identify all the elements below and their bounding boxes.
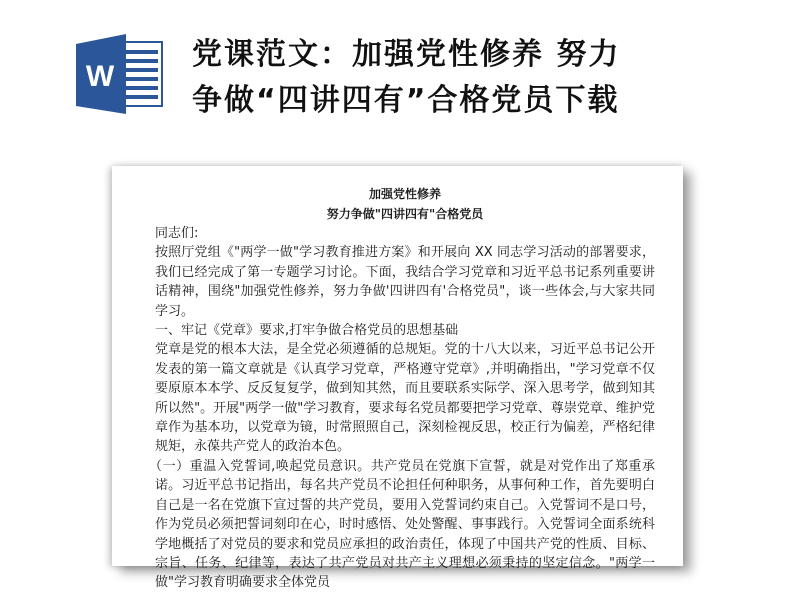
svg-text:W: W (85, 60, 115, 93)
paragraph-body-1: 党章是党的根本大法，是全党必须遵循的总规矩。党的十八大以来，习近平总书记公开发表的第一篇文章就是《认真学习党章，严格遵守党章》,并明确指出，"学习党章不仅要原原本本学、反反复复学，做到知其然，而且要联系实际学、深入思考学，做到知其所以然"。开展"两学一做"学习教育，要求每名党员都要把学习党章、尊崇党章、维护党章作为基本功，以党章为镜，时常照照自己，深刻检视反思，校正行为偏差，严格纪律规矩，永葆共产党人的政治本色。 (155, 342, 655, 455)
word-icon (76, 34, 164, 114)
header-banner (0, 0, 800, 140)
paragraph-body-2: （一）重温入党誓词,唤起党员意识。共产党员在党旗下宣誓，就是对党作出了郑重承诺。习近平总书记指出，每名共产党员不论担任何种职务，从事何种工作，首先要明白自己是一名在党旗下宣过誓的共产党员，要用入党誓词约束自己。入党誓词不是口号，作为党员必须把誓词刻印在心，时时感悟、处处警醒、事事践行。入党誓词全面系统科学地概括了对党员的要求和党员应承担的政治责任，体现了中国共产党的性质、目标、宗旨、任务、纪律等，表达了共产党员对共产主义理想必须秉持的坚定信念。"两学一做"学习教育明确要求全体党员 (149, 458, 655, 591)
doc-title-line-2: 努力争做"四讲四有"合格党员 (326, 207, 484, 221)
title-line-1: 党课范文：加强党性修养 努力 (192, 37, 621, 72)
section-heading-1: 一、牢记《党章》要求,打牢争做合格党员的思想基础 (155, 323, 459, 339)
document-body (149, 184, 655, 593)
doc-title-line-1: 加强党性修养 (368, 187, 441, 201)
title-line-2: 争做“四讲四有”合格党员下载 (192, 83, 620, 118)
paragraph-intro: 按照厅党组《"两学一做"学习教育推进方案》和开展向 XX 同志学习活动的部署要求，我们已经完成了第一专题学习讨论。下面，我结合学习党章和习近平总书记系列重要讲话精神，围绕"加强党性修养，努力争做'四讲四有'合格党员"，谈一些体会,与大家共同学习。 (155, 245, 655, 319)
salutation: 同志们: (155, 226, 199, 241)
page-title (192, 32, 620, 124)
